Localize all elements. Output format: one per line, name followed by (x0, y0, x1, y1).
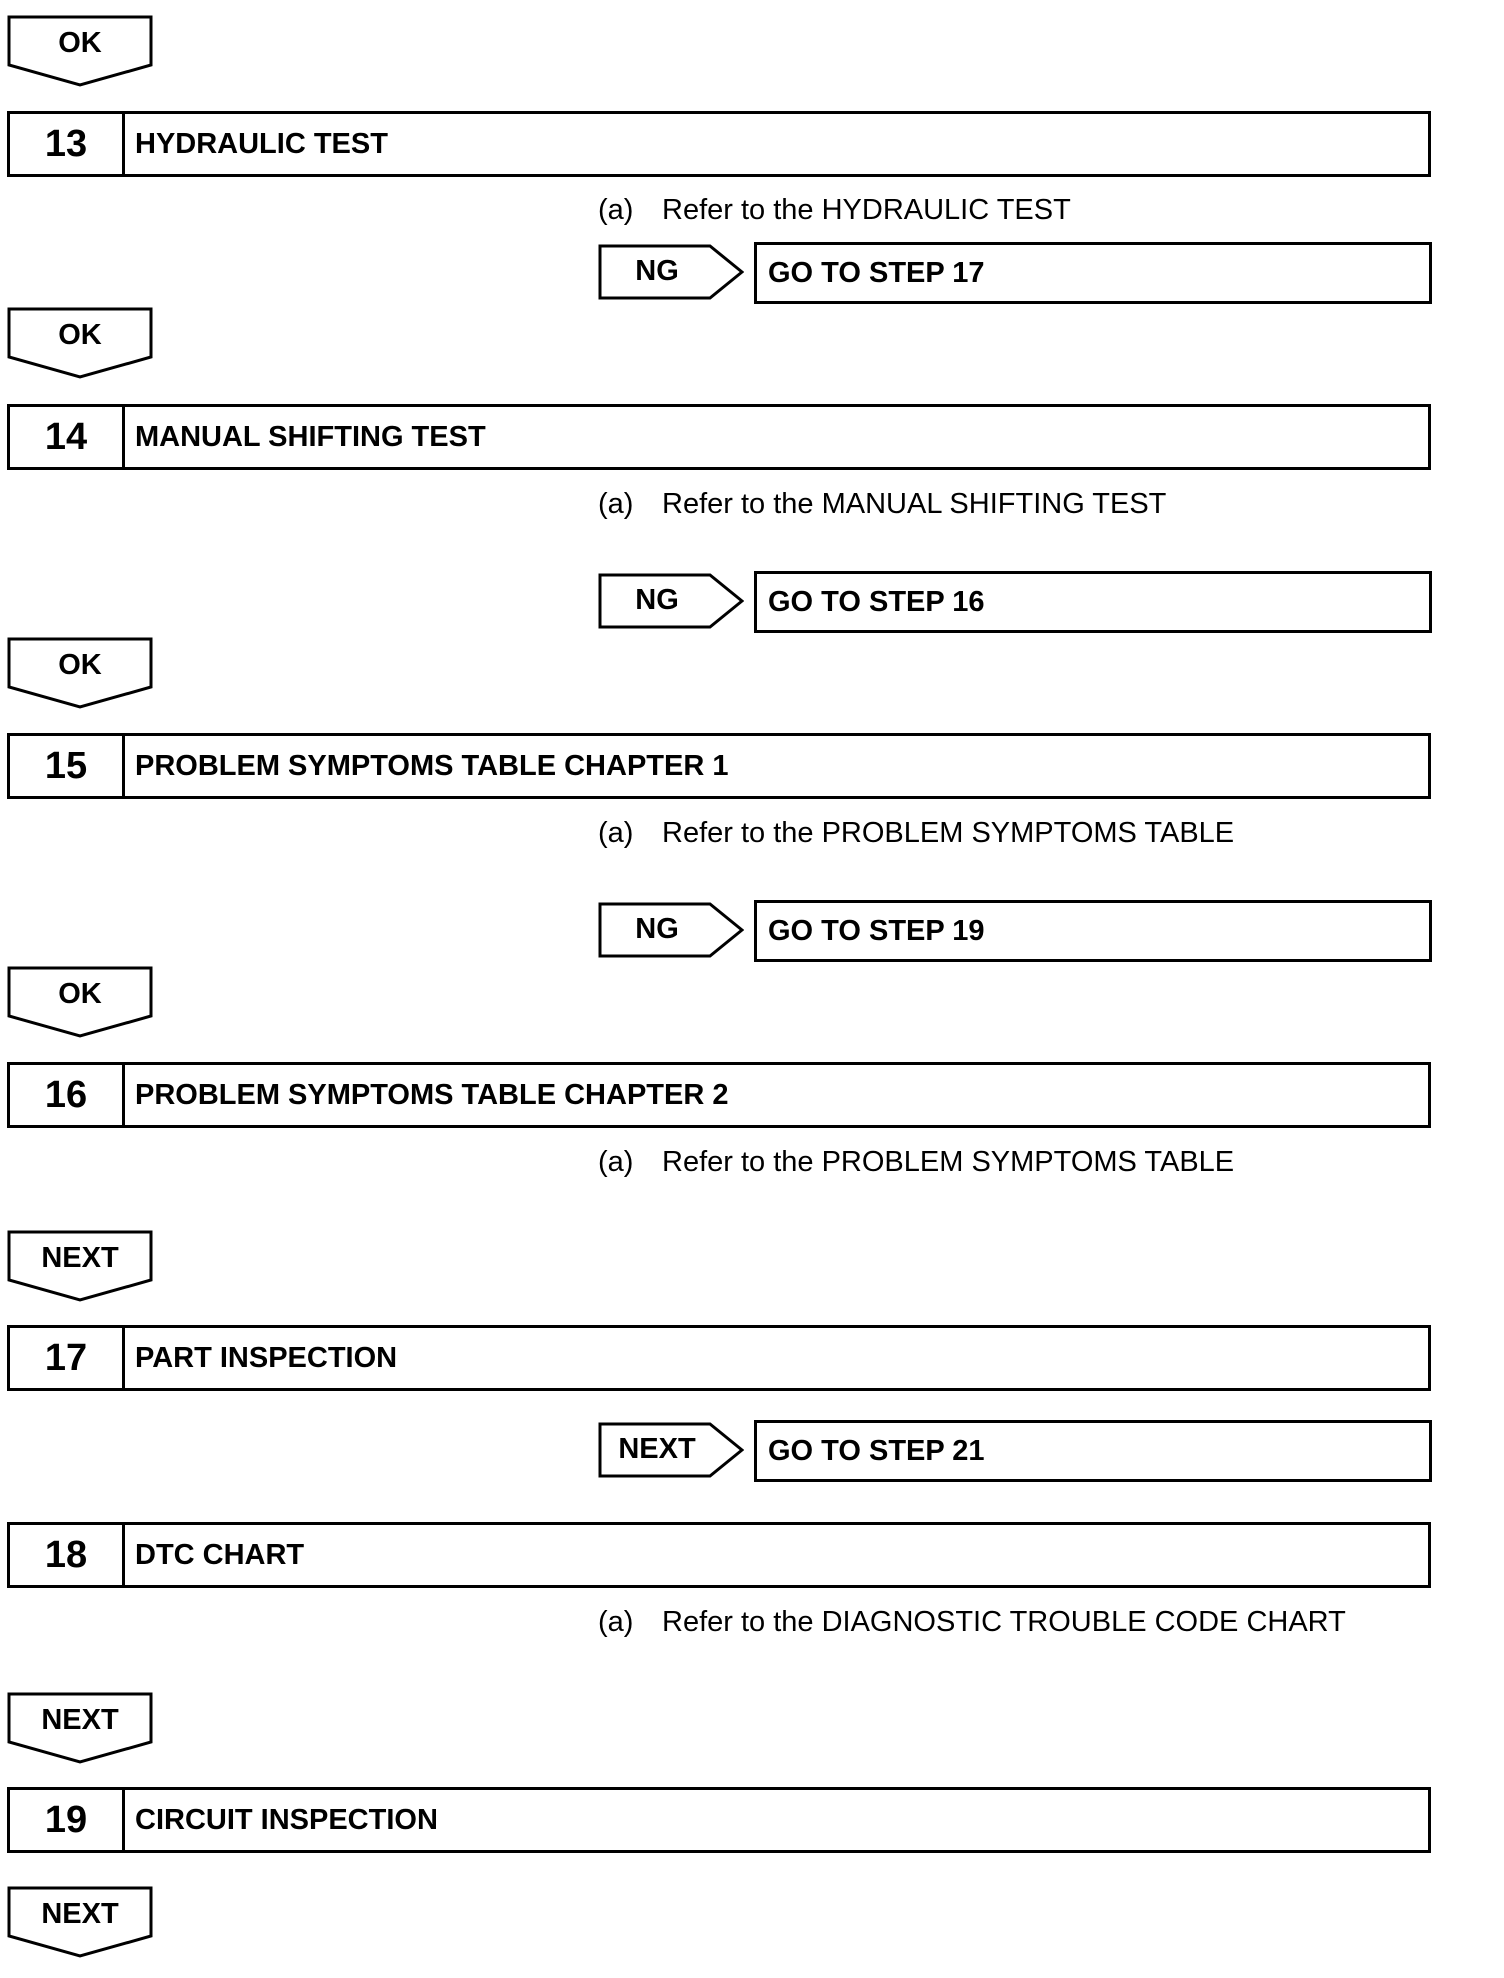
step-title: HYDRAULIC TEST (135, 127, 388, 160)
branch-target: GO TO STEP 16 (754, 571, 1432, 633)
arrow-label: OK (58, 978, 102, 1010)
step-15-box (7, 733, 1431, 799)
step-13-box (7, 111, 1431, 177)
step-title: PART INSPECTION (135, 1341, 398, 1374)
branch-pill (598, 902, 744, 958)
step-17-branch (598, 1422, 1432, 1482)
flow-arrow-next (7, 1230, 153, 1302)
flow-arrow-ok (7, 15, 153, 87)
note-tag: (a) (598, 488, 634, 520)
arrow-label: NEXT (41, 1704, 119, 1736)
arrow-label: OK (58, 319, 102, 351)
branch-label: NEXT (618, 1433, 696, 1465)
branch-label: NG (635, 255, 679, 287)
step-18-note (598, 1606, 1346, 1639)
step-18-box (7, 1522, 1431, 1588)
step-title: MANUAL SHIFTING TEST (135, 420, 486, 453)
step-15-branch (598, 902, 1432, 962)
branch-target: GO TO STEP 19 (754, 900, 1432, 962)
step-14-note (598, 488, 1166, 521)
branch-pill (598, 244, 744, 300)
step-title: DTC CHART (135, 1538, 305, 1571)
flow-arrow-ok (7, 637, 153, 709)
branch-label: NG (635, 584, 679, 616)
step-16-box (7, 1062, 1431, 1128)
arrow-label: OK (58, 27, 102, 59)
step-title: CIRCUIT INSPECTION (135, 1803, 438, 1836)
step-number: 15 (10, 736, 125, 796)
step-19-box (7, 1787, 1431, 1853)
step-16-note (598, 1146, 1234, 1179)
step-number: 14 (10, 407, 125, 467)
step-17-box (7, 1325, 1431, 1391)
note-text: Refer to the HYDRAULIC TEST (662, 194, 1071, 226)
note-tag: (a) (598, 1606, 634, 1638)
step-title: PROBLEM SYMPTOMS TABLE CHAPTER 2 (135, 1078, 729, 1111)
arrow-label: OK (58, 649, 102, 681)
step-number: 16 (10, 1065, 125, 1125)
note-tag: (a) (598, 1146, 634, 1178)
flow-arrow-next (7, 1886, 153, 1958)
step-number: 18 (10, 1525, 125, 1585)
branch-label: NG (635, 913, 679, 945)
note-text: Refer to the MANUAL SHIFTING TEST (662, 488, 1167, 520)
note-text: Refer to the PROBLEM SYMPTOMS TABLE (662, 1146, 1235, 1178)
branch-pill (598, 1422, 744, 1478)
note-text: Refer to the PROBLEM SYMPTOMS TABLE (662, 817, 1235, 849)
step-14-branch (598, 573, 1432, 633)
note-tag: (a) (598, 194, 634, 226)
step-13-branch (598, 244, 1432, 304)
branch-target: GO TO STEP 17 (754, 242, 1432, 304)
step-13-note (598, 194, 1071, 227)
step-number: 19 (10, 1790, 125, 1850)
step-14-box (7, 404, 1431, 470)
step-15-note (598, 817, 1234, 850)
note-tag: (a) (598, 817, 634, 849)
flow-arrow-next (7, 1692, 153, 1764)
arrow-label: NEXT (41, 1898, 119, 1930)
flow-arrow-ok (7, 307, 153, 379)
step-number: 17 (10, 1328, 125, 1388)
step-title: PROBLEM SYMPTOMS TABLE CHAPTER 1 (135, 749, 729, 782)
flow-arrow-ok (7, 966, 153, 1038)
step-number: 13 (10, 114, 125, 174)
arrow-label: NEXT (41, 1242, 119, 1274)
note-text: Refer to the DIAGNOSTIC TROUBLE CODE CHART (662, 1606, 1346, 1638)
branch-target: GO TO STEP 21 (754, 1420, 1432, 1482)
branch-pill (598, 573, 744, 629)
